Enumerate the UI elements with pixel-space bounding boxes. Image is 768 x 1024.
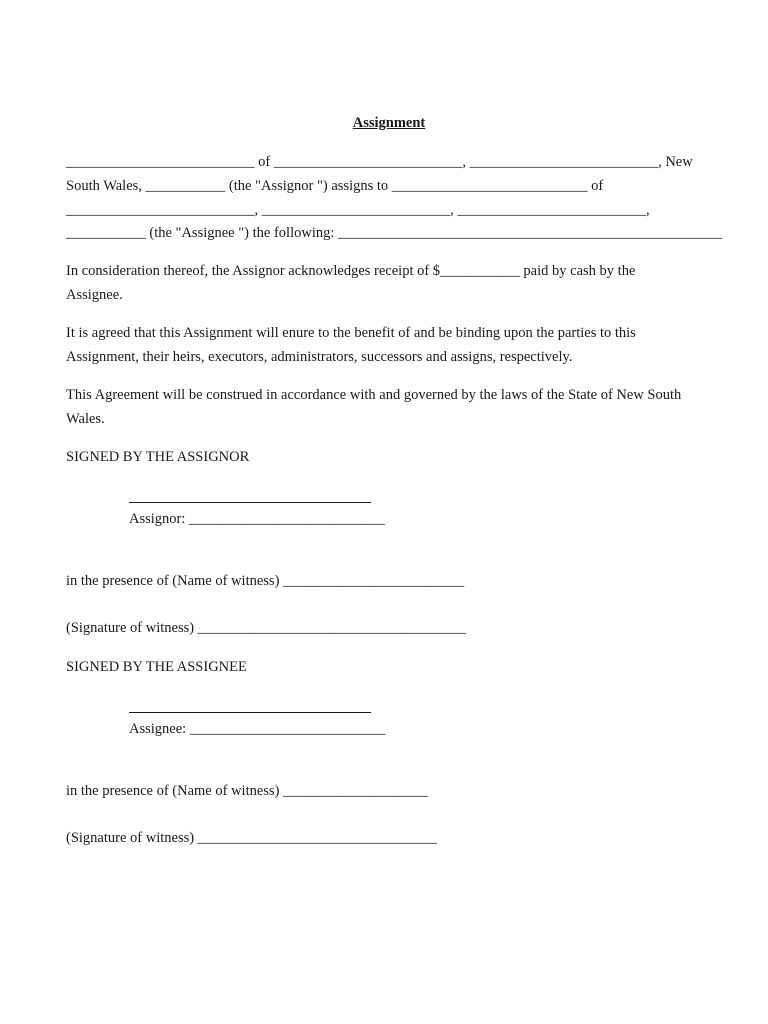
parties-line-3: __________________________, __________________________, __________________________, [66,202,650,218]
consideration-line-1: In consideration thereof, the Assignor acknowledges receipt of $___________ paid by cash by the [66,263,636,279]
assignee-signed-heading: SIGNED BY THE ASSIGNEE [66,659,247,675]
assignor-witness-signature: (Signature of witness) _____________________________________ [66,620,466,636]
assignee-witness-signature: (Signature of witness) _________________________________ [66,830,437,846]
document-title: Assignment [352,115,426,131]
binding-line-1: It is agreed that this Assignment will enure to the benefit of and be binding upon the parties to this [66,325,636,341]
parties-line-4: ___________ (the "Assignee ") the following: _____________________________________________________ [66,225,723,241]
parties-line-1: __________________________ of __________________________, __________________________, New [66,154,693,170]
governing-law-line-1: This Agreement will be construed in accordance with and governed by the laws of the State of New South [66,387,682,403]
assignor-witness-name: in the presence of (Name of witness) _________________________ [66,573,465,589]
assignor-signature-line [129,502,371,503]
assignee-witness-name: in the presence of (Name of witness) ____________________ [66,783,429,799]
parties-line-2: South Wales, ___________ (the "Assignor ") assigns to ___________________________ of [66,178,604,194]
consideration-line-2: Assignee. [66,287,123,303]
assignee-name-label: Assignee: ___________________________ [129,721,386,737]
binding-line-2: Assignment, their heirs, executors, administrators, successors and assigns, respectively. [66,349,573,365]
assignor-signed-heading: SIGNED BY THE ASSIGNOR [66,449,250,465]
assignor-name-label: Assignor: ___________________________ [129,511,385,527]
assignee-signature-line [129,712,371,713]
governing-law-line-2: Wales. [66,411,105,427]
